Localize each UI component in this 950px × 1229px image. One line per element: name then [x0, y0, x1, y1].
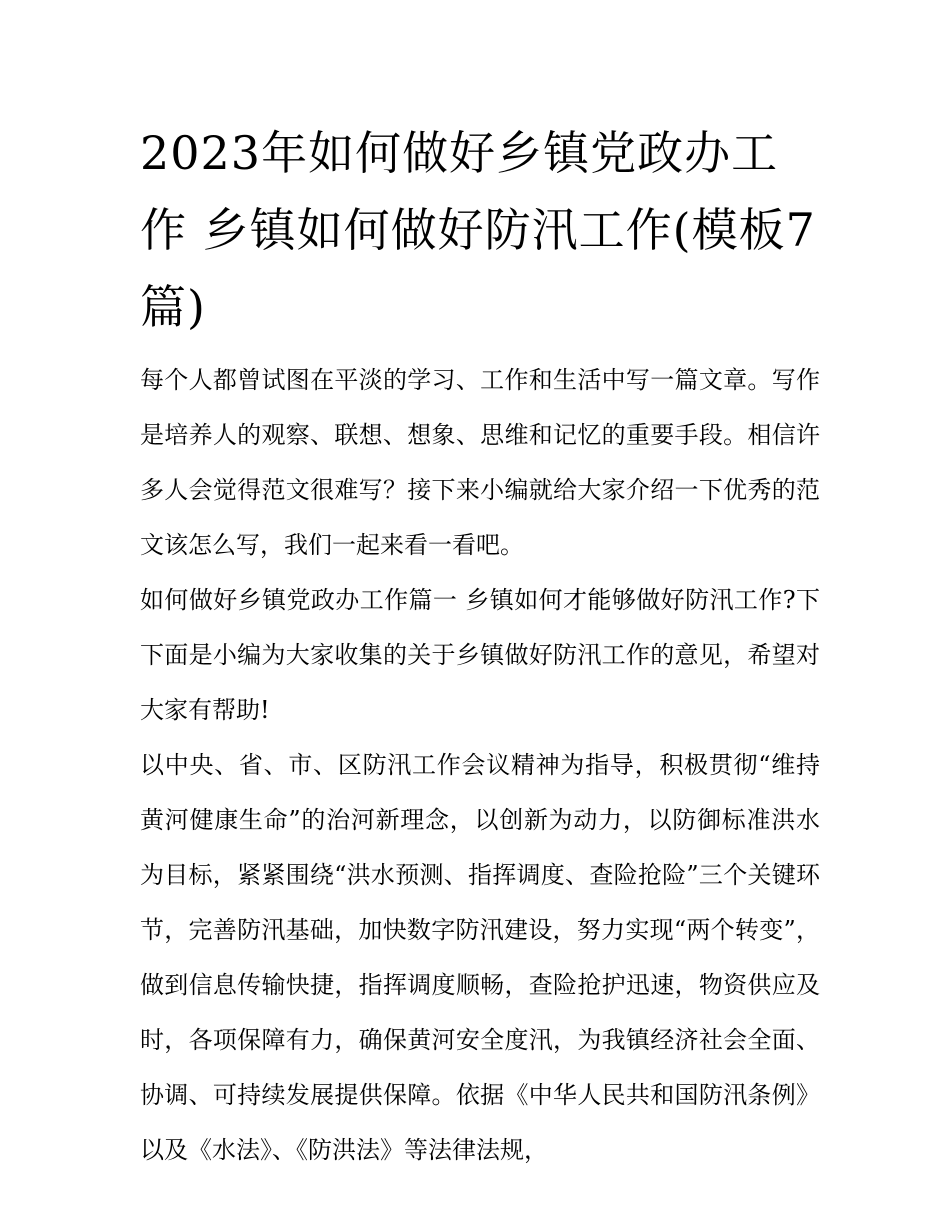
paragraph-guidance: 以中央、省、市、区防汛工作会议精神为指导，积极贯彻“维持黄河健康生命”的治河新理念，以创新为动力，以防御标准洪水为目标，紧紧围绕“洪水预测、指挥调度、查险抢险”三个关键环节，完善防汛基础，加快数字防汛建设，努力实现“两个转变”，做到信息传输快捷，指挥调度顺畅，查险抢护迅速，物资供应及时，各项保障有力，确保黄河安全度汛，为我镇经济社会全面、协调、可持续发展提供保障。依据《中华人民共和国防汛条例》以及《水法》、《防洪法》等法律法规，: [140, 751, 820, 1164]
document-body: [140, 353, 820, 1178]
document-title: 2023年如何做好乡镇党政办工作 乡镇如何做好防汛工作(模板7篇): [140, 126, 816, 334]
paragraph-intro: 每个人都曾试图在平淡的学习、工作和生活中写一篇文章。写作是培养人的观察、联想、想象、思维和记忆的重要手段。相信许多人会觉得范文很难写？接下来小编就给大家介绍一下优秀的范文该怎么写，我们一起来看一看吧。: [140, 366, 820, 559]
paragraph-section-one: 如何做好乡镇党政办工作篇一 乡镇如何才能够做好防汛工作?下下面是小编为大家收集的关于乡镇做好防汛工作的意见，希望对大家有帮助!: [140, 586, 820, 724]
